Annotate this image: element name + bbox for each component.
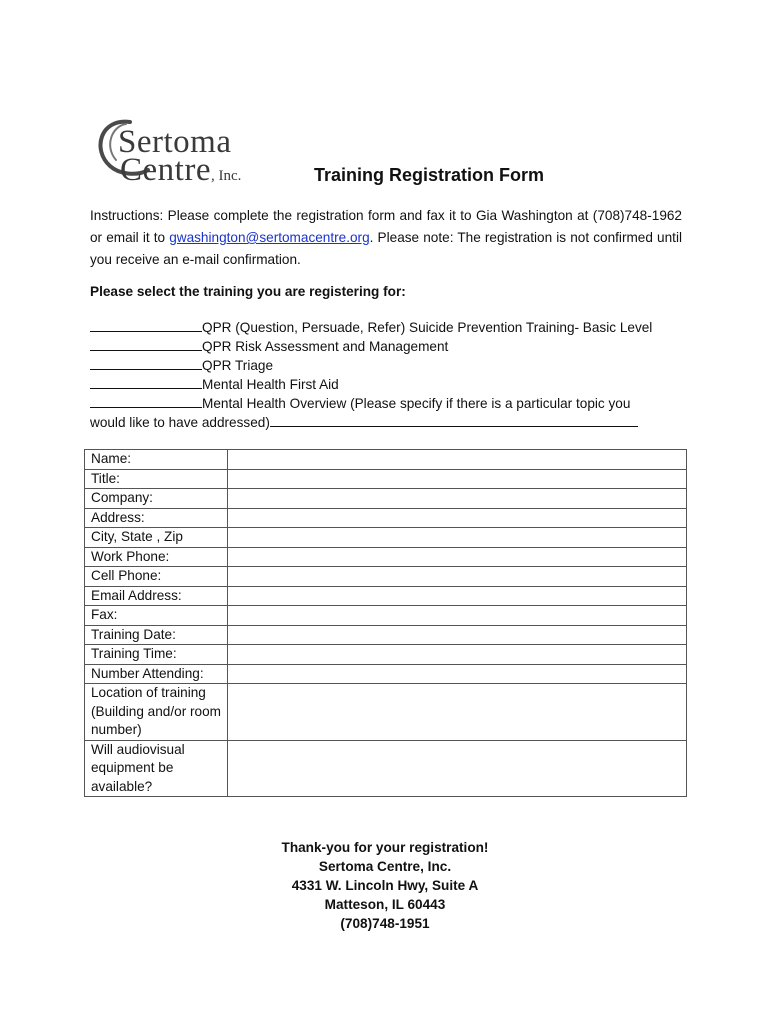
- training-option: QPR Triage: [90, 356, 690, 375]
- option-blank-line[interactable]: [90, 394, 202, 408]
- footer-contact: [0, 838, 770, 933]
- field-label: Will audiovisual equipment be available?: [85, 740, 228, 797]
- page-title: Training Registration Form: [313, 165, 545, 185]
- field-label: Training Date:: [85, 625, 228, 645]
- field-label: Cell Phone:: [85, 567, 228, 587]
- option-blank-line[interactable]: [90, 337, 202, 351]
- field-label: Fax:: [85, 606, 228, 626]
- training-option: QPR Risk Assessment and Management: [90, 337, 690, 356]
- table-row: [85, 469, 687, 489]
- table-row: [85, 586, 687, 606]
- option-blank-line[interactable]: [90, 356, 202, 370]
- field-label: Number Attending:: [85, 664, 228, 684]
- field-label: Name:: [85, 450, 228, 470]
- field-input-cell[interactable]: [228, 645, 687, 665]
- instructions-paragraph: [90, 205, 682, 271]
- table-row: [85, 528, 687, 548]
- field-input-cell[interactable]: [228, 684, 687, 741]
- instructions-text-start: Instructions: Please complete the registration form and fax it to Gia Washington at (708)748-1962 or email it to: [90, 208, 682, 245]
- field-input-cell[interactable]: [228, 586, 687, 606]
- table-row: [85, 450, 687, 470]
- field-input-cell[interactable]: [228, 528, 687, 548]
- field-input-cell[interactable]: [228, 740, 687, 797]
- field-label: Work Phone:: [85, 547, 228, 567]
- table-row: [85, 684, 687, 741]
- logo-text-centre: Centre, Inc.: [120, 152, 242, 188]
- training-option: Mental Health First Aid: [90, 375, 690, 394]
- option-blank-line[interactable]: [90, 375, 202, 389]
- field-input-cell[interactable]: [228, 625, 687, 645]
- training-options-list: [90, 318, 690, 432]
- field-label: Title:: [85, 469, 228, 489]
- topic-blank-line[interactable]: [270, 413, 638, 427]
- table-row: [85, 664, 687, 684]
- field-label: Location of training (Building and/or room number): [85, 684, 228, 741]
- field-input-cell[interactable]: [228, 567, 687, 587]
- field-input-cell[interactable]: [228, 489, 687, 509]
- field-input-cell[interactable]: [228, 508, 687, 528]
- option-blank-line[interactable]: [90, 318, 202, 332]
- training-select-heading: Please select the training you are registering for:: [90, 284, 406, 299]
- training-option-continuation: would like to have addressed): [90, 413, 690, 432]
- footer-address-line1: 4331 W. Lincoln Hwy, Suite A: [291, 878, 479, 893]
- footer-phone: (708)748-1951: [340, 916, 430, 931]
- field-input-cell[interactable]: [228, 469, 687, 489]
- training-option: Mental Health Overview (Please specify if there is a particular topic you: [90, 394, 690, 413]
- table-row: [85, 508, 687, 528]
- field-label: Address:: [85, 508, 228, 528]
- footer-org: Sertoma Centre, Inc.: [318, 859, 452, 874]
- table-row: [85, 547, 687, 567]
- field-label: Company:: [85, 489, 228, 509]
- instructions-text-end: . Please note: The registration is not confirmed until you receive an e-mail confirmation.: [90, 230, 682, 267]
- logo-text-sertoma: Sertoma: [118, 124, 232, 160]
- field-label: City, State , Zip: [85, 528, 228, 548]
- registration-table: [84, 449, 687, 797]
- table-row: [85, 740, 687, 797]
- table-row: [85, 489, 687, 509]
- table-row: [85, 567, 687, 587]
- field-input-cell[interactable]: [228, 606, 687, 626]
- field-input-cell[interactable]: [228, 450, 687, 470]
- field-label: Email Address:: [85, 586, 228, 606]
- footer-address-line2: Matteson, IL 60443: [324, 897, 446, 912]
- field-label: Training Time:: [85, 645, 228, 665]
- email-link[interactable]: gwashington@sertomacentre.org: [169, 230, 370, 245]
- table-row: [85, 625, 687, 645]
- table-row: [85, 645, 687, 665]
- field-input-cell[interactable]: [228, 664, 687, 684]
- training-option: QPR (Question, Persuade, Refer) Suicide Prevention Training- Basic Level: [90, 318, 690, 337]
- table-row: [85, 606, 687, 626]
- field-input-cell[interactable]: [228, 547, 687, 567]
- footer-thanks: Thank-you for your registration!: [281, 840, 489, 855]
